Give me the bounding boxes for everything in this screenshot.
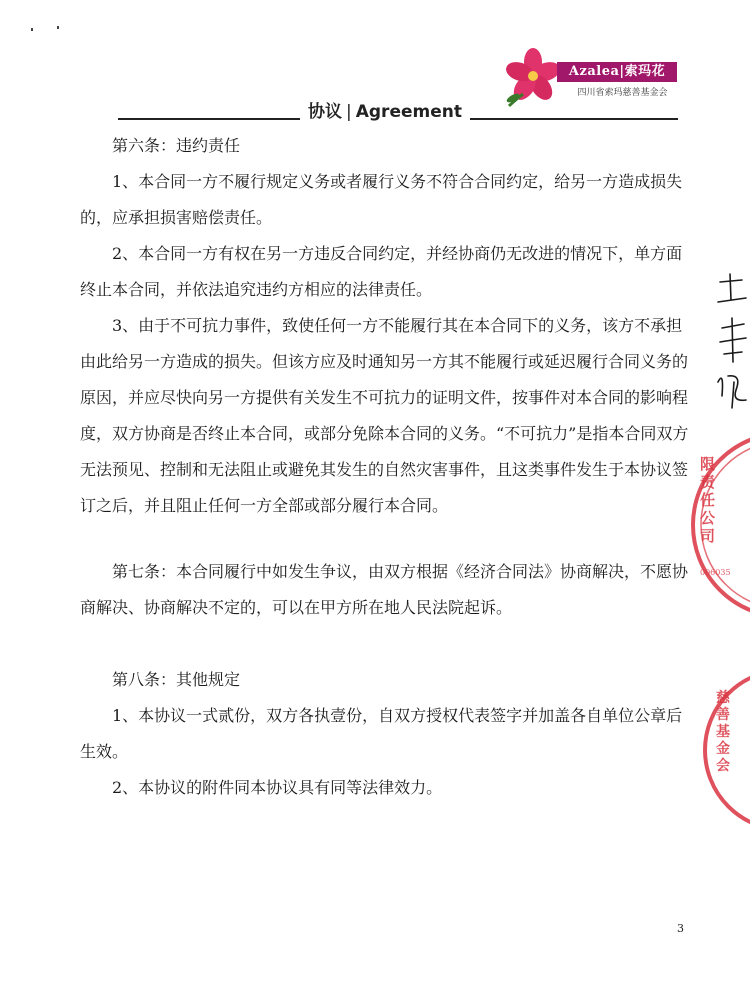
article8-paragraph-2: 2、本协议的附件同本协议具有同等法律效力。 [112,778,443,797]
article8-heading: 第八条：其他规定 [112,670,241,689]
article6-paragraph-1: 1、本合同一方不履行规定义务或者履行义务不符合合同约定，给另一方造成损失的，应承担损害赔偿责任。 [80,172,683,227]
page-number: 3 [677,922,684,935]
article6-paragraph-2: 2、本合同一方有权在另一方违反合同约定，并经协商仍无改进的情况下，单方面终止本合同，并依法追究违约方相应的法律责任。 [80,244,683,299]
azalea-flower-icon [505,48,565,108]
header-title-en: Agreement [355,102,462,122]
logo-subtitle: 四川省索玛慈善基金会 [577,88,668,98]
spacer [80,524,695,554]
spacer [80,626,695,662]
company-seal [690,425,750,625]
document-header-title [300,97,470,122]
header-separator: | [346,102,352,122]
scan-speck [57,26,59,29]
company-seal-number: 006035 [700,568,731,577]
document-body [80,128,695,806]
article6-heading: 第六条：违约责任 [112,136,241,155]
logo-brand-text: Azalea|索玛花 [557,62,677,82]
foundation-seal-text: 慈善基金会 [716,690,730,774]
header-title-cn: 协议 [308,102,342,122]
article7-text: 第七条：本合同履行中如发生争议，由双方根据《经济合同法》协商解决，不愿协商解决、协商解决不定的，可以在甲方所在地人民法院起诉。 [80,562,689,617]
scan-speck [31,28,33,31]
article8-paragraph-1: 1、本协议一式贰份，双方各执壹份，自双方授权代表签字并加盖各自单位公章后生效。 [80,706,683,761]
handwritten-signature [712,270,750,430]
company-seal-text: 限责任公司 [700,455,716,545]
article6-paragraph-3: 3、由于不可抗力事件，致使任何一方不能履行其在本合同下的义务，该方不承担由此给另一方造成的损失。但该方应及时通知另一方其不能履行或延迟履行合同义务的原因，并应尽快向另一方提供有关发生不可抗力的证明文件，按事件对本合同的影响程度，双方协商是否终止本合同，或部分免除本合同的义务。“不可抗力”是指本合同双方无法预见、控制和无法阻止或避免其发生的自然灾害事件，且这类事件发生于本协议签订之后，并且阻止任何一方全部或部分履行本合同。 [80,316,689,515]
foundation-logo [505,48,680,108]
